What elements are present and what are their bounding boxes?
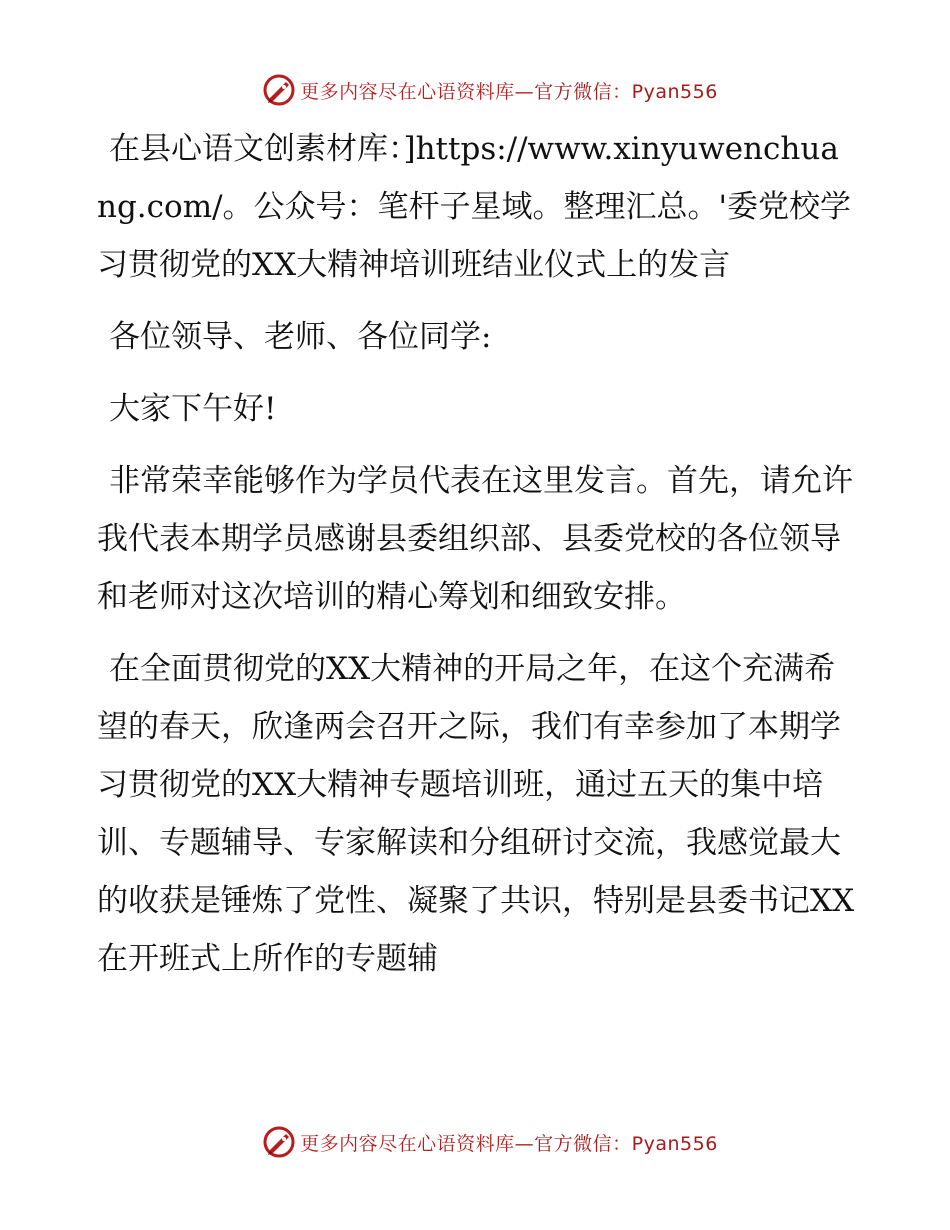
paragraph-salutation: 各位领导、老师、各位同学: bbox=[109, 319, 492, 355]
watermark-dash: — bbox=[514, 80, 535, 103]
watermark-wechat-text: 官方微信：Pyan556 bbox=[534, 80, 718, 103]
watermark-wechat-text: 官方微信：Pyan556 bbox=[534, 1132, 718, 1155]
paragraph-body: 在全面贯彻党的XX大精神的开局之年，在这个充满希望的春天，欣逢两会召开之际，我们有幸参加了本期学习贯彻党的XX大精神专题培训班，通过五天的集中培训、专题辅导、专家解读和分组研讨交流，我感觉最大的收获是锤炼了党性、凝聚了共识，特别是县委书记XX在开班式上所作的专题辅 bbox=[97, 651, 855, 977]
footer-watermark bbox=[0, 1122, 950, 1162]
watermark-main-text: 更多内容尽在心语资料库 bbox=[300, 1132, 515, 1155]
paragraph-greeting: 大家下午好! bbox=[109, 391, 277, 427]
watermark-group bbox=[262, 1125, 718, 1159]
pen-logo-icon bbox=[262, 73, 296, 107]
paragraph-title: 在县心语文创素材库：]https://www.xinyuwenchuang.com/。公众号：笔杆子星域。整理汇总。'委党校学习贯彻党的XX大精神培训班结业仪式上的发言 bbox=[97, 131, 852, 283]
paragraph-thanks: 非常荣幸能够作为学员代表在这里发言。首先，请允许我代表本期学员感谢县委组织部、县委党校的各位领导和老师对这次培训的精心筹划和细致安排。 bbox=[97, 463, 853, 615]
header-watermark bbox=[0, 70, 950, 110]
pen-logo-icon bbox=[262, 1125, 296, 1159]
document-body bbox=[97, 120, 857, 988]
watermark-dash: — bbox=[514, 1132, 535, 1155]
watermark-text bbox=[300, 77, 718, 104]
watermark-text bbox=[300, 1129, 718, 1156]
watermark-group bbox=[262, 73, 718, 107]
watermark-main-text: 更多内容尽在心语资料库 bbox=[300, 80, 515, 103]
